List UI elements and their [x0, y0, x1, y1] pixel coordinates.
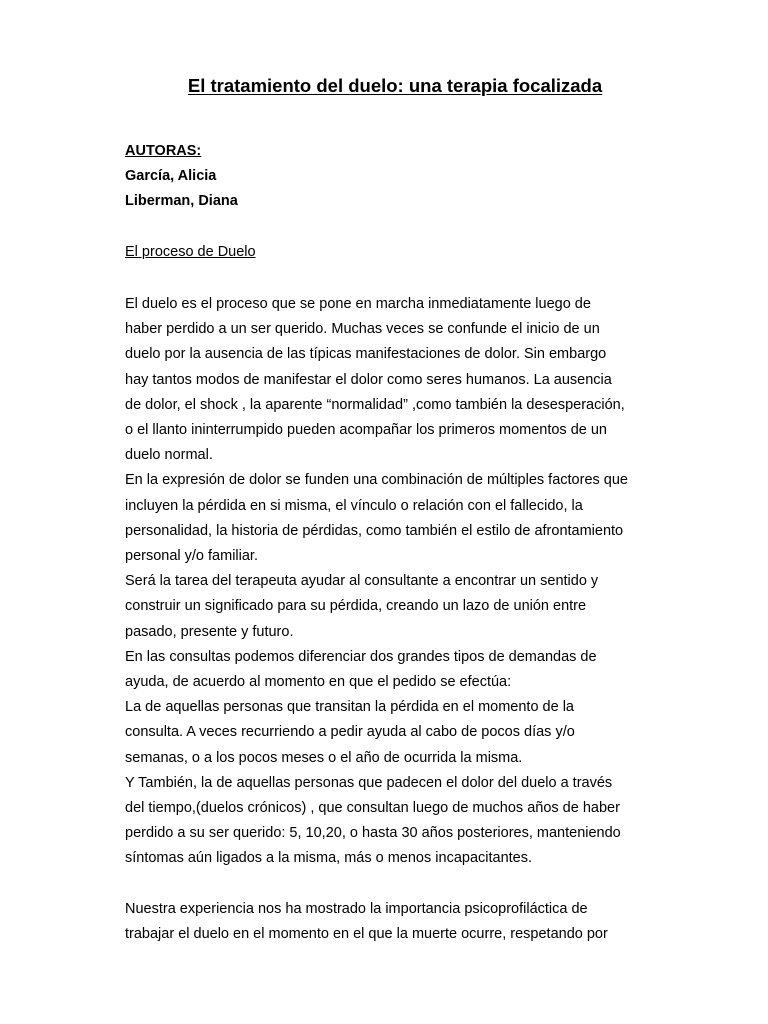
- text-line: En la expresión de dolor se funden una combinación de múltiples factores que: [125, 472, 628, 489]
- text-line: o el llanto ininterrumpido pueden acompañar los primeros momentos de un: [125, 422, 607, 439]
- text-line: duelo normal.: [125, 447, 213, 464]
- text-line: En las consultas podemos diferenciar dos grandes tipos de demandas de: [125, 648, 597, 665]
- text-line: hay tantos modos de manifestar el dolor como seres humanos. La ausencia: [125, 371, 612, 388]
- text-line: consulta. A veces recurriendo a pedir ayuda al cabo de pocos días y/o: [125, 724, 575, 741]
- text-line: construir un significado para su pérdida, creando un lazo de unión entre: [125, 598, 587, 615]
- section-heading: El proceso de Duelo: [125, 244, 256, 260]
- text-line: incluyen la pérdida en si misma, el vínculo o relación con el fallecido, la: [125, 497, 583, 514]
- text-line: personalidad, la historia de pérdidas, como también el estilo de afrontamiento: [125, 522, 624, 539]
- text-line: síntomas aún ligados a la misma, más o menos incapacitantes.: [125, 850, 533, 867]
- authors-heading: AUTORAS:: [125, 143, 202, 159]
- text-line: Y También, la de aquellas personas que padecen el dolor del duelo a través: [125, 774, 613, 791]
- text-line: Será la tarea del terapeuta ayudar al consultante a encontrar un sentido y: [125, 573, 599, 590]
- text-line: El duelo es el proceso que se pone en marcha inmediatamente luego de: [125, 296, 591, 312]
- text-line: pasado, presente y futuro.: [125, 623, 294, 640]
- author-name: Liberman, Diana: [125, 193, 238, 209]
- document-title: El tratamiento del duelo: una terapia focalizada: [187, 75, 603, 96]
- body-text: [125, 292, 670, 947]
- paragraph-spacer: [125, 872, 670, 897]
- author-name: García, Alicia: [125, 168, 217, 184]
- text-line: trabajar el duelo en el momento en el que la muerte ocurre, respetando por: [125, 926, 608, 943]
- text-line: semanas, o a los pocos meses o el año de ocurrida la misma.: [125, 749, 523, 766]
- text-line: ayuda, de acuerdo al momento en que el pedido se efectúa:: [125, 674, 512, 691]
- text-line: del tiempo,(duelos crónicos) , que consultan luego de muchos años de haber: [125, 800, 620, 817]
- text-line: Nuestra experiencia nos ha mostrado la importancia psicoprofiláctica de: [125, 900, 588, 917]
- text-line: personal y/o familiar.: [125, 548, 258, 565]
- text-line: de dolor, el shock , la aparente “normalidad” ,como también la desesperación,: [125, 396, 625, 413]
- text-line: La de aquellas personas que transitan la pérdida en el momento de la: [125, 699, 574, 716]
- text-line: perdido a su ser querido: 5, 10,20, o hasta 30 años posteriores, manteniendo: [125, 825, 621, 842]
- text-line: duelo por la ausencia de las típicas manifestaciones de dolor. Sin embargo: [125, 346, 607, 363]
- text-line: haber perdido a un ser querido. Muchas veces se confunde el inicio de un: [125, 321, 600, 338]
